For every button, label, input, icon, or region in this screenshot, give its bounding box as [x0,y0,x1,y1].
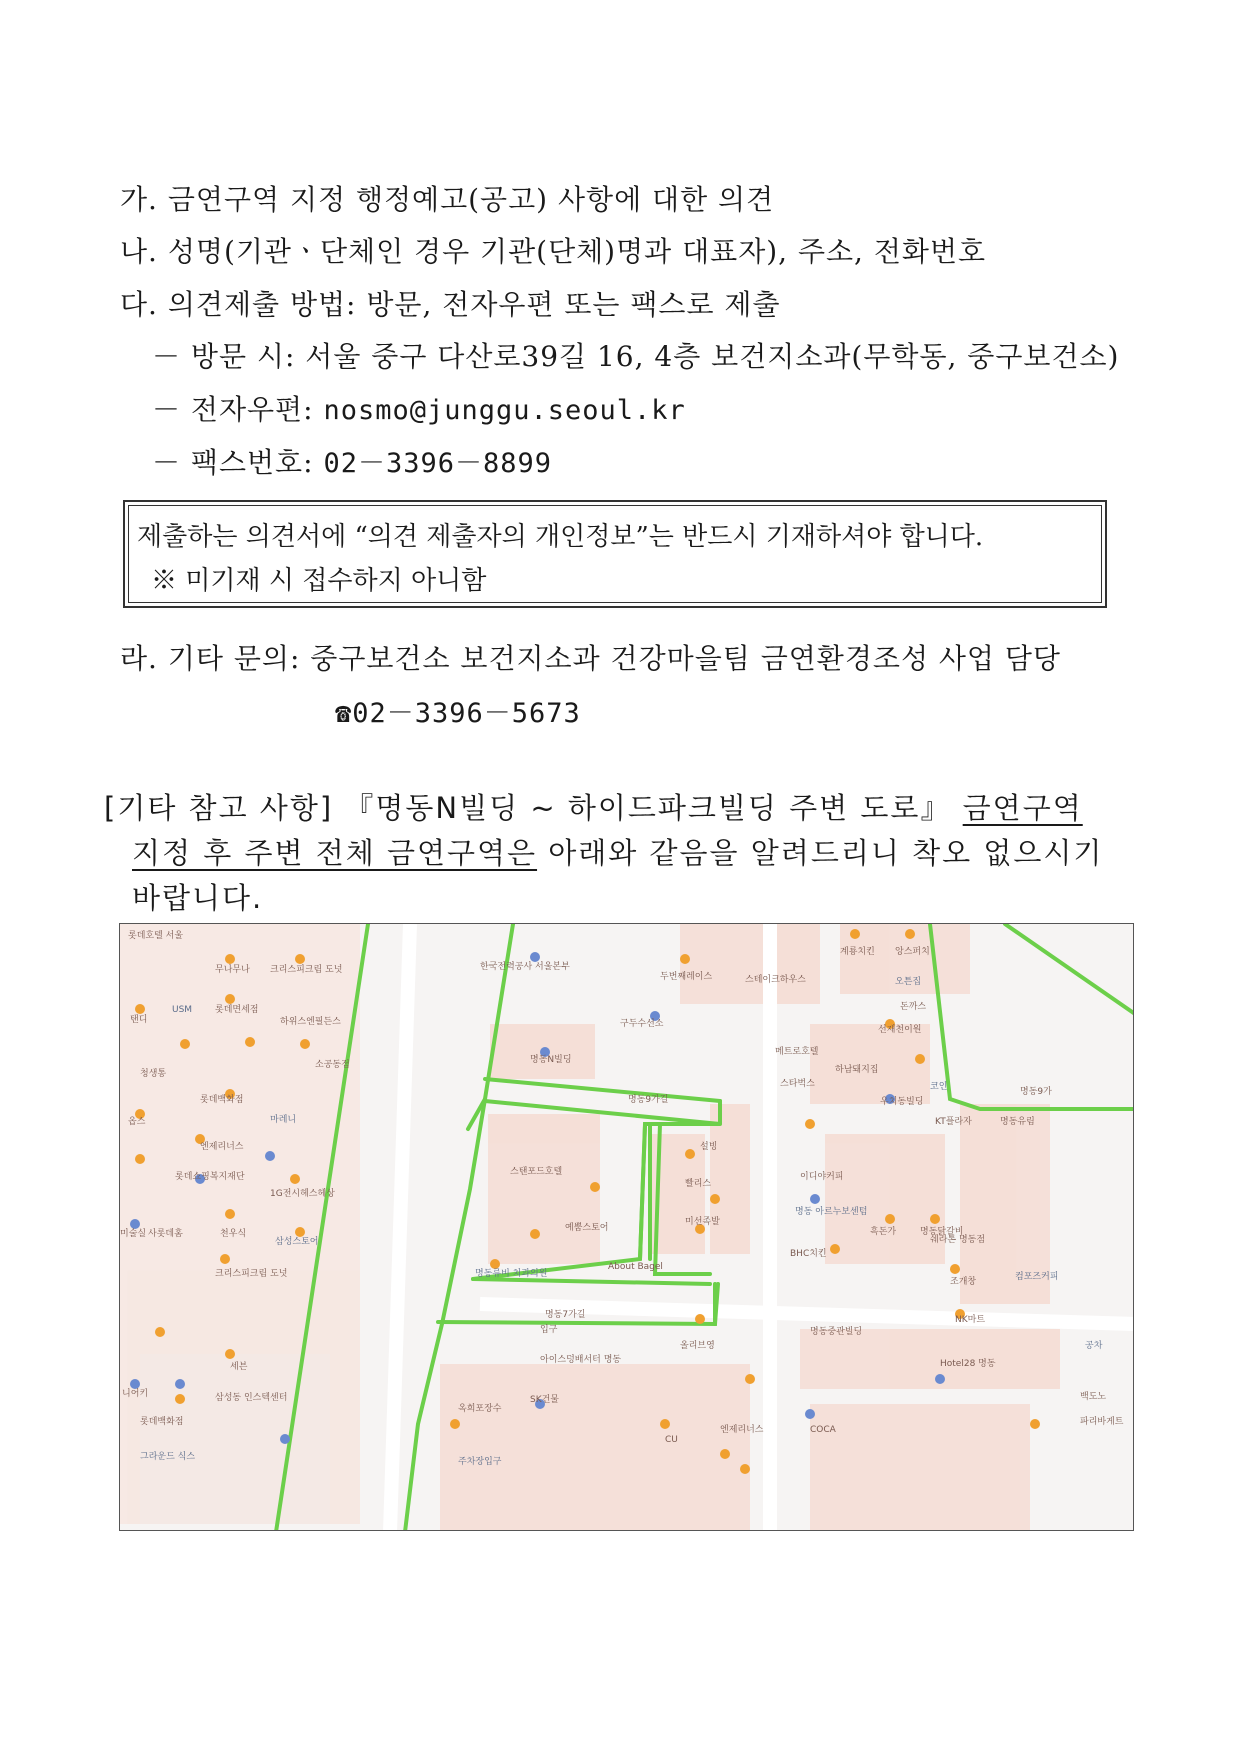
item-na: 나. 성명(기관ㆍ단체인 경우 기관(단체)명과 대표자), 주소, 전화번호 [120,235,987,268]
map-label: 명동9가길 [628,1095,669,1105]
map-label: 백도노 [1080,1392,1107,1402]
map-label: 명동유림 [1000,1117,1035,1127]
map-label: 사롯데홈 [148,1229,183,1239]
map-label: 스테이크하우스 [745,975,806,985]
map-label: 컴포즈커피 [1015,1272,1059,1282]
map-label: 삼성스토어 [275,1237,319,1247]
map-label: KT플라자 [935,1117,972,1127]
map-label: 엔제리너스 [720,1425,764,1435]
map-label: 계룡치킨 [840,947,875,957]
map-label: 명동류비 치과의원 [475,1269,548,1279]
fax-label: － 팩스번호: [152,446,324,479]
map-label: 옥희포장수 [458,1404,502,1414]
map-label: USM [172,1005,193,1015]
map-canvas [120,924,1134,1531]
map-label: 예뿜스토어 [565,1223,609,1233]
fax-number: 02－3396－8899 [323,448,552,479]
map-label: 입구 [540,1325,558,1335]
map-label: 파리바게트 [1080,1417,1124,1427]
map-label: 크리스피크림 도넛 [215,1269,288,1279]
map-label: 스타벅스 [780,1079,815,1089]
map-label: 주차장입구 [458,1457,502,1467]
map-label: 탠디 [130,1015,148,1025]
map-label: 두번째레이스 [660,972,713,982]
reference-prefix: [기타 참고 사항] 『명동N빌딩 ~ 하이드파크빌딩 주변 도로』 [104,791,963,825]
map-label: Hotel28 명동 [940,1359,996,1369]
map-label: 미선족발 [685,1217,720,1227]
map-label: 스탠포드호텔 [510,1167,563,1177]
map-label: 아이스덩배서터 명동 [540,1355,622,1365]
map-label: CU [665,1435,678,1445]
map-label: 하위스엔필든스 [280,1017,341,1027]
smoke-free-zone-map [119,923,1134,1531]
map-label: 옵스 [128,1117,146,1127]
map-label: 앙스퍼치 [895,947,930,957]
map-label: 롯데백화점 [200,1095,244,1105]
map-label: 롯데면세점 [215,1005,259,1015]
reference-rest: 아래와 같음을 알려드리니 착오 없으시기 [537,836,1104,870]
map-label: 오튼집 [895,977,922,987]
contact-phone: ☎02－3396－5673 [335,698,581,729]
map-label: 명동7가길 [545,1310,586,1320]
notice-box [123,500,1107,608]
map-label: BHC치킨 [790,1249,827,1259]
map-label: 롯데호텔 서울 [128,931,184,941]
map-label: 그라운드 식스 [140,1452,196,1462]
map-label: 천우식 [220,1229,247,1239]
item-ra: 라. 기타 문의: 중구보건소 보건지소과 건강마을팀 금연환경조성 사업 담당 [120,642,1061,675]
email-address: nosmo@junggu.seoul.kr [323,395,686,426]
map-label: 롯데쇼핑복지재단 [175,1172,245,1182]
map-label: 1G전시헤스헤상 [270,1189,335,1199]
map-label: 롯데백화점 [140,1417,184,1427]
reference-line-2 [132,831,1103,872]
map-label: 메트로호텔 [775,1047,819,1057]
item-da: 다. 의견제출 방법: 방문, 전자우편 또는 팩스로 제출 [120,288,781,321]
map-label: About Bagel [608,1262,663,1272]
map-label: 선재천이원 [878,1025,922,1035]
map-label: 삼성동 인스텍센터 [215,1393,288,1403]
map-label: 빨리스 [685,1179,712,1189]
map-label: 설빙 [700,1142,718,1152]
map-label: 명동N빌딩 [530,1055,572,1065]
map-label: 명동닭갈비 [920,1227,964,1237]
visit-address: － 방문 시: 서울 중구 다산로39길 16, 4층 보건지소과(무학동, 중구보건소) [152,340,1120,373]
map-label: 올리브영 [680,1341,715,1351]
map-label: 조개창 [950,1277,977,1287]
map-label: 크리스피크림 도넛 [270,965,343,975]
reference-underline-2: 지정 후 주변 전체 금연구역은 [132,836,538,870]
email-line [152,388,686,428]
map-label: 코인 [930,1082,948,1092]
fax-line [152,441,552,481]
email-label: － 전자우편: [152,393,324,426]
map-label: 명동중관빌딩 [810,1327,863,1337]
map-label: NK마트 [955,1315,986,1325]
notice-line-1: 제출하는 의견서에 “의견 제출자의 개인정보”는 반드시 기재하셔야 합니다. [137,522,984,552]
map-label: 미술실 [120,1229,147,1239]
map-label: 세븐 [230,1362,248,1372]
map-label: 엔제리너스 [200,1142,244,1152]
reference-line-3: 바랍니다. [132,881,264,915]
map-label: 하남돼지집 [835,1065,879,1075]
map-label: 한국전력공사 서울본부 [480,962,570,972]
map-label: 쉐라톤 명동점 [930,1235,986,1245]
map-label: 구두수선소 [620,1019,664,1029]
map-label: 마레니 [270,1115,297,1125]
map-label: 명동9가 [1020,1087,1052,1097]
map-label: 명동 아르누보센텀 [795,1207,868,1217]
map-label: 이디야커피 [800,1172,844,1182]
reference-underline-1: 금연구역 [962,791,1083,825]
map-label: 흑돈가 [870,1227,897,1237]
map-label: COCA [810,1425,836,1435]
map-label: 니어키 [122,1389,149,1399]
map-label: 청생통 [140,1069,167,1079]
map-label: 무나무나 [215,965,250,975]
map-label: 우치동빌딩 [880,1097,924,1107]
map-label: 공차 [1085,1341,1103,1351]
map-label: SK건물 [530,1395,560,1405]
reference-line-1 [104,786,1083,827]
item-ga: 가. 금연구역 지정 행정예고(공고) 사항에 대한 의견 [120,183,775,216]
map-label: 돈까스 [900,1002,927,1012]
notice-line-2: ※ 미기재 시 접수하지 아니함 [151,566,487,596]
map-label: 소공동점 [315,1060,350,1070]
